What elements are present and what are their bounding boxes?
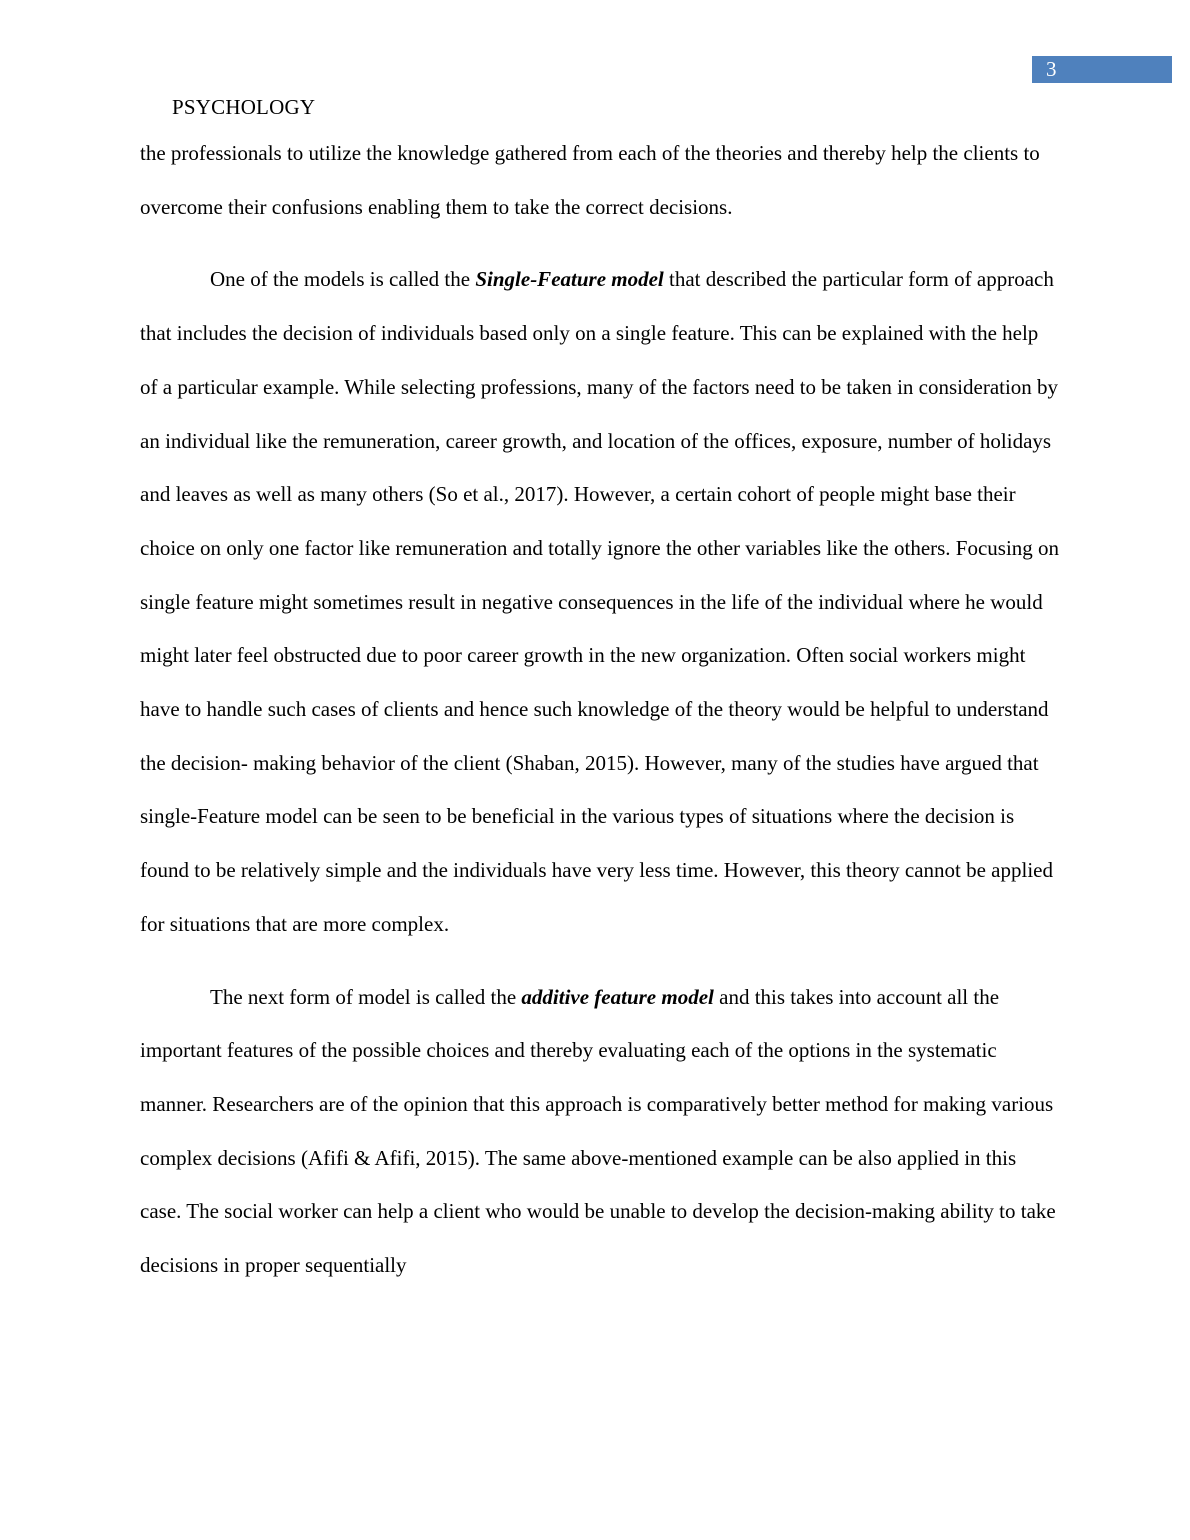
paragraph-single-feature-model (140, 253, 1060, 951)
paragraph-continuation: the professionals to utilize the knowledge gathered from each of the theories and thereby help the clients to overcome their confusions enabling them to take the correct decisions. (140, 141, 1040, 219)
term-single-feature-model: Single-Feature model (475, 267, 664, 292)
document-body (140, 127, 1060, 1293)
paragraph-text-before-term: The next form of model is called the (210, 984, 522, 1009)
paragraph-text-after-term: that described the particular form of approach that includes the decision of individuals based only on a single feature. This can be explained with the help of a particular example. While selecting professions, many of the factors need to be taken in consideration by an individual like the remuneration, career growth, and location of the offices, exposure, number of holidays and leaves as well as many others (So et al., 2017). However, a certain cohort of people might base their choice on only one factor like remuneration and totally ignore the other variables like the others. Focusing on single feature might sometimes result in negative consequences in the life of the individual where he would might later feel obstructed due to poor career growth in the new organization. Often social workers might have to handle such cases of clients and hence such knowledge of the theory would be helpful to understand the decision- making behavior of the client (Shaban, 2015). However, many of the studies have argued that single-Feature model can be seen to be beneficial in the various types of situations where the decision is found to be relatively simple and the individuals have very less time. However, this theory cannot be applied for situations that are more complex. (140, 267, 1060, 936)
paragraph-text-after-term: and this takes into account all the important features of the possible choices and thereby evaluating each of the options in the systematic manner. Researchers are of the opinion that this approach is comparatively better method for making various complex decisions (Afifi & Afifi, 2015). The same above-mentioned example can be also applied in this case. The social worker can help a client who would be unable to develop the decision-making ability to take decisions in proper sequentially (140, 984, 1056, 1278)
running-head: PSYCHOLOGY (172, 95, 316, 119)
paragraph-text-before-term: One of the models is called the (210, 267, 476, 292)
page-number: 3 (1032, 56, 1172, 83)
paragraph-additive-feature-model (140, 971, 1060, 1293)
term-additive-feature-model: additive feature model (521, 984, 714, 1009)
